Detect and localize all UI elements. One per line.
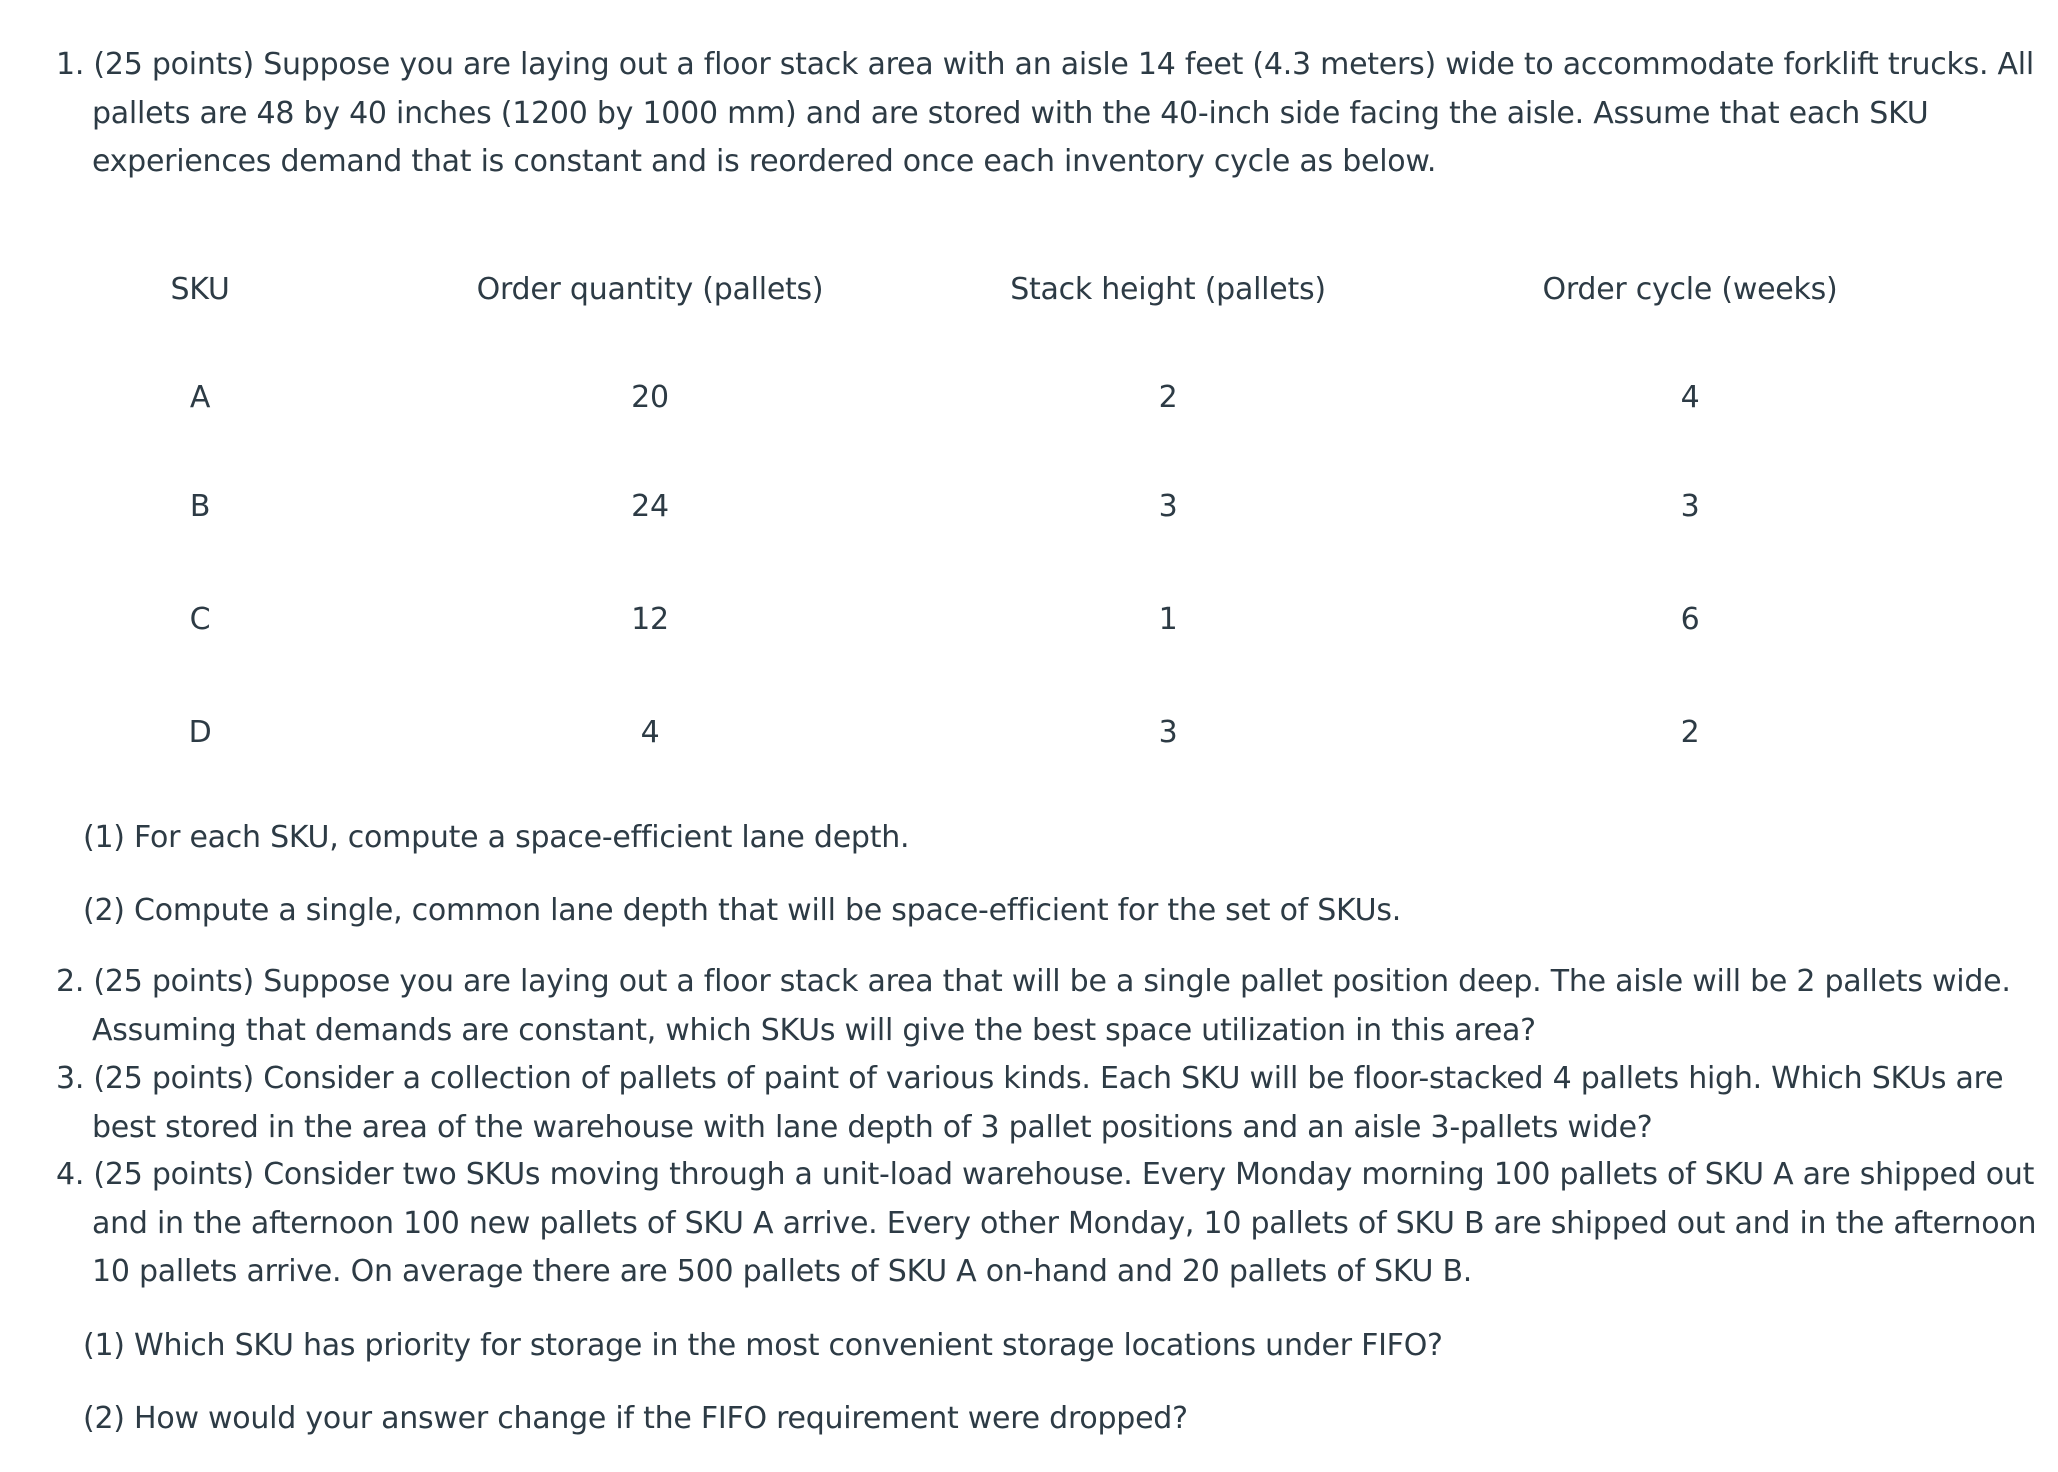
table-header-row xyxy=(140,270,1920,310)
question-3-text: (25 points) Consider a collection of pallets of paint of various kinds. Each SKU will be floor-stacked 4 pallets high. Which SKUs are best stored in the area of the warehouse with lane depth of 3 pallet positions and an aisle 3-pallets wide? xyxy=(92,1061,2004,1145)
table-cell-sku: D xyxy=(188,715,212,750)
table-header-sku: SKU xyxy=(170,272,230,307)
table-cell-order-cycle: 3 xyxy=(1680,489,1700,524)
question-4-sub-1: (1) Which SKU has priority for storage in the most convenient storage locations under FIFO? xyxy=(83,1328,1443,1363)
question-4-text: (25 points) Consider two SKUs moving through a unit-load warehouse. Every Monday morning 100 pallets of SKU A are shipped out and in the afternoon 100 new pallets of SKU A arrive. Every other Monday, 10 pallets of SKU B are shipped out and in the afternoon 10 pallets arrive. On average there are 500 pallets of SKU A on-hand and 20 pallets of SKU B. xyxy=(92,1157,2037,1289)
table-cell-order-cycle: 2 xyxy=(1680,715,1700,750)
table-row xyxy=(140,713,1920,753)
question-3 xyxy=(56,1055,2058,1152)
question-1-sub-1: (1) For each SKU, compute a space-efficient lane depth. xyxy=(83,820,910,855)
table-header-order-cycle: Order cycle (weeks) xyxy=(1542,272,1838,307)
table-header-stack-height: Stack height (pallets) xyxy=(1010,272,1326,307)
table-cell-stack-height: 3 xyxy=(1158,715,1178,750)
question-1-text: (25 points) Suppose you are laying out a floor stack area with an aisle 14 feet (4.3 meters) wide to accommodate forklift trucks. All pallets are 48 by 40 inches (1200 by 1000 mm) and are stored with the 40-inch side facing the aisle. Assume that each SKU experiences demand that is constant and is reordered once each inventory cycle as below. xyxy=(92,47,2034,179)
question-4-number: 4. xyxy=(56,1157,85,1192)
question-1-number: 1. xyxy=(56,47,85,82)
question-4-sub-2: (2) How would your answer change if the FIFO requirement were dropped? xyxy=(83,1401,1188,1436)
table-row xyxy=(140,487,1920,527)
table-cell-order-cycle: 4 xyxy=(1680,380,1700,415)
question-1-sub-2: (2) Compute a single, common lane depth that will be space-efficient for the set of SKUs. xyxy=(83,893,1402,928)
question-2 xyxy=(56,958,2058,1055)
question-2-number: 2. xyxy=(56,964,85,999)
question-1 xyxy=(56,41,2058,187)
table-header-order-quantity: Order quantity (pallets) xyxy=(476,272,824,307)
table-cell-order-cycle: 6 xyxy=(1680,602,1700,637)
table-cell-stack-height: 1 xyxy=(1158,602,1178,637)
table-cell-stack-height: 3 xyxy=(1158,489,1178,524)
table-cell-sku: A xyxy=(189,380,211,415)
question-3-number: 3. xyxy=(56,1061,85,1096)
table-cell-stack-height: 2 xyxy=(1158,380,1178,415)
table-cell-order-quantity: 24 xyxy=(631,489,669,524)
question-2-text: (25 points) Suppose you are laying out a floor stack area that will be a single pallet position deep. The aisle will be 2 pallets wide. Assuming that demands are constant, which SKUs will give the best space utilization in this area? xyxy=(92,964,2011,1048)
table-cell-order-quantity: 12 xyxy=(631,602,669,637)
table-cell-order-quantity: 20 xyxy=(631,380,669,415)
question-4 xyxy=(56,1151,2058,1297)
table-row xyxy=(140,600,1920,640)
table-cell-sku: C xyxy=(189,602,211,637)
table-cell-order-quantity: 4 xyxy=(640,715,660,750)
table-cell-sku: B xyxy=(189,489,211,524)
table-row xyxy=(140,378,1920,418)
